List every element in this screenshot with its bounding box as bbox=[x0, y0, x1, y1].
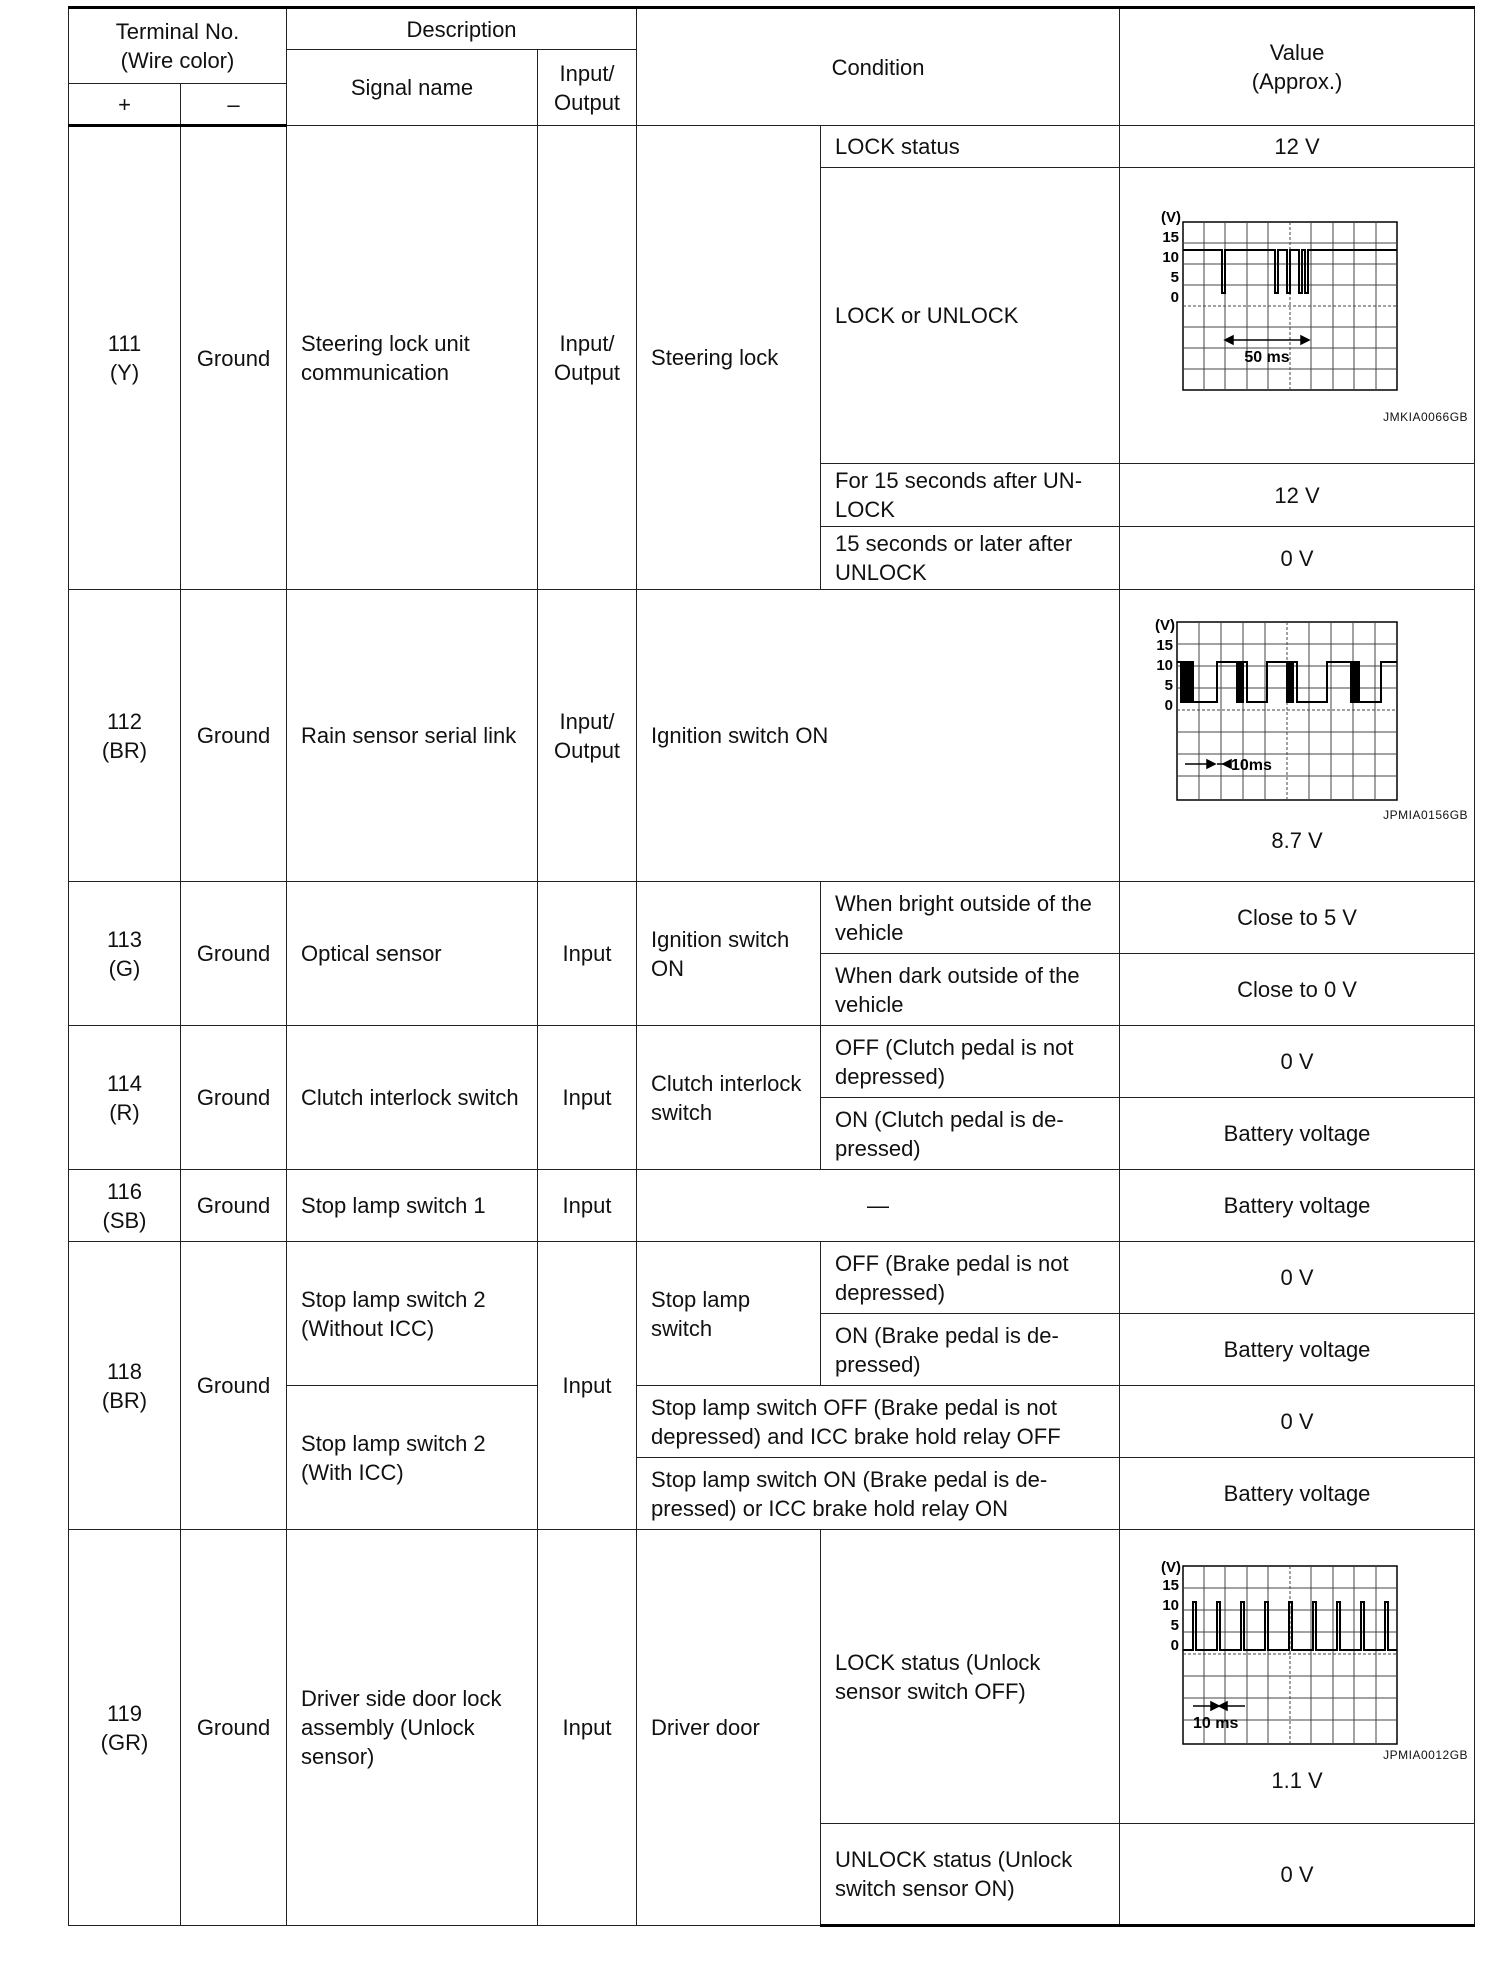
condition-114: Clutch interlock switch bbox=[637, 1026, 821, 1170]
terminal-113: 113 (G) bbox=[69, 882, 181, 1026]
value-116: Battery voltage bbox=[1120, 1170, 1475, 1242]
io-111: Input/ Output bbox=[538, 126, 637, 590]
subcondition-118-icc-on: Stop lamp switch ON (Brake pedal is de-pressed) or ICC brake hold relay ON bbox=[637, 1458, 1120, 1530]
svg-text:10: 10 bbox=[1162, 248, 1180, 266]
svg-text:(V): (V) bbox=[1161, 208, 1182, 226]
header-minus: – bbox=[181, 84, 287, 126]
terminal-116: 116 (SB) bbox=[69, 1170, 181, 1242]
signal-112: Rain sensor serial link bbox=[287, 590, 538, 882]
value-111-lock: 12 V bbox=[1120, 126, 1475, 168]
subcondition-114-off: OFF (Clutch pedal is not depressed) bbox=[821, 1026, 1120, 1098]
waveform-119 bbox=[1127, 1558, 1467, 1746]
io-118: Input bbox=[538, 1242, 637, 1530]
subcondition-118-icc-off: Stop lamp switch OFF (Brake pedal is not depressed) and ICC brake hold relay OFF bbox=[637, 1386, 1120, 1458]
terminal-111: 111 (Y) bbox=[69, 126, 181, 590]
signal-114: Clutch interlock switch bbox=[287, 1026, 538, 1170]
condition-116: — bbox=[637, 1170, 1120, 1242]
value-114-off: 0 V bbox=[1120, 1026, 1475, 1098]
subcondition-113-dark: When dark outside of the vehicle bbox=[821, 954, 1120, 1026]
subcondition-119-unlock: UNLOCK status (Unlock switch sensor ON) bbox=[821, 1824, 1120, 1926]
condition-111: Steering lock bbox=[637, 126, 821, 590]
svg-text:15: 15 bbox=[1162, 228, 1180, 246]
value-119-lock: 1.1 V bbox=[1271, 1768, 1323, 1793]
ground-112: Ground bbox=[181, 590, 287, 882]
signal-118-with-icc: Stop lamp switch 2 (With ICC) bbox=[287, 1386, 538, 1530]
value-118-icc-off: 0 V bbox=[1120, 1386, 1475, 1458]
subcondition-118-off: OFF (Brake pedal is not depressed) bbox=[821, 1242, 1120, 1314]
subcondition-111-lock-unlock: LOCK or UNLOCK bbox=[821, 168, 1120, 464]
signal-119: Driver side door lock assembly (Unlock sensor) bbox=[287, 1530, 538, 1926]
svg-text:0: 0 bbox=[1164, 697, 1174, 714]
value-119-waveform: (V) 15 10 5 0 10 ms JPMIA0012GB 1.1 V bbox=[1120, 1530, 1475, 1824]
svg-text:10: 10 bbox=[1156, 657, 1174, 674]
ground-119: Ground bbox=[181, 1530, 287, 1926]
header-value: Value (Approx.) bbox=[1120, 8, 1475, 126]
ground-114: Ground bbox=[181, 1026, 287, 1170]
header-terminal-no: Terminal No. (Wire color) bbox=[69, 8, 287, 84]
ground-118: Ground bbox=[181, 1242, 287, 1530]
condition-112: Ignition switch ON bbox=[637, 590, 1120, 882]
value-114-on: Battery voltage bbox=[1120, 1098, 1475, 1170]
subcondition-119-lock: LOCK status (Unlock sensor switch OFF) bbox=[821, 1530, 1120, 1824]
svg-text:5: 5 bbox=[1164, 677, 1174, 694]
io-113: Input bbox=[538, 882, 637, 1026]
value-113-dark: Close to 0 V bbox=[1120, 954, 1475, 1026]
ground-111: Ground bbox=[181, 126, 287, 590]
svg-text:15: 15 bbox=[1156, 637, 1174, 654]
value-118-off: 0 V bbox=[1120, 1242, 1475, 1314]
signal-118-without-icc: Stop lamp switch 2 (Without ICC) bbox=[287, 1242, 538, 1386]
value-118-on: Battery voltage bbox=[1120, 1314, 1475, 1386]
svg-text:0: 0 bbox=[1170, 1637, 1180, 1654]
header-plus: + bbox=[69, 84, 181, 126]
signal-116: Stop lamp switch 1 bbox=[287, 1170, 538, 1242]
header-input-output: Input/ Output bbox=[538, 50, 637, 126]
subcondition-113-bright: When bright outside of the vehicle bbox=[821, 882, 1120, 954]
ground-113: Ground bbox=[181, 882, 287, 1026]
io-119: Input bbox=[538, 1530, 637, 1926]
value-113-bright: Close to 5 V bbox=[1120, 882, 1475, 954]
value-111-later: 0 V bbox=[1120, 527, 1475, 590]
condition-119: Driver door bbox=[637, 1530, 821, 1926]
io-114: Input bbox=[538, 1026, 637, 1170]
condition-113: Ignition switch ON bbox=[637, 882, 821, 1026]
condition-118: Stop lamp switch bbox=[637, 1242, 821, 1386]
header-signal-name: Signal name bbox=[287, 50, 538, 126]
ground-116: Ground bbox=[181, 1170, 287, 1242]
terminal-114: 114 (R) bbox=[69, 1026, 181, 1170]
svg-text:10ms: 10ms bbox=[1231, 757, 1272, 774]
subcondition-114-on: ON (Clutch pedal is de-pressed) bbox=[821, 1098, 1120, 1170]
svg-text:0: 0 bbox=[1170, 288, 1180, 306]
subcondition-111-after-unlock: For 15 seconds after UN-LOCK bbox=[821, 464, 1120, 527]
header-description: Description bbox=[287, 8, 637, 50]
svg-text:(V): (V) bbox=[1161, 1559, 1182, 1576]
signal-113: Optical sensor bbox=[287, 882, 538, 1026]
value-112: 8.7 V bbox=[1271, 828, 1323, 853]
svg-text:5: 5 bbox=[1170, 1617, 1180, 1634]
subcondition-111-later: 15 seconds or later after UNLOCK bbox=[821, 527, 1120, 590]
svg-text:5: 5 bbox=[1170, 268, 1180, 286]
terminal-118: 118 (BR) bbox=[69, 1242, 181, 1530]
waveform-112 bbox=[1127, 616, 1467, 806]
value-119-unlock: 0 V bbox=[1120, 1824, 1475, 1926]
value-111-waveform: (V) 15 10 5 0 50 ms JMKIA0066GB bbox=[1120, 168, 1475, 464]
value-118-icc-on: Battery voltage bbox=[1120, 1458, 1475, 1530]
signal-111: Steering lock unit communication bbox=[287, 126, 538, 590]
svg-text:10: 10 bbox=[1162, 1597, 1180, 1614]
io-116: Input bbox=[538, 1170, 637, 1242]
header-condition: Condition bbox=[637, 8, 1120, 126]
value-112-waveform: (V) 15 10 5 0 10ms JPMIA0156GB 8.7 V bbox=[1120, 590, 1475, 882]
waveform-111 bbox=[1127, 208, 1467, 408]
subcondition-118-on: ON (Brake pedal is de-pressed) bbox=[821, 1314, 1120, 1386]
value-111-after-unlock: 12 V bbox=[1120, 464, 1475, 527]
io-112: Input/ Output bbox=[538, 590, 637, 882]
svg-text:(V): (V) bbox=[1155, 617, 1176, 634]
terminal-119: 119 (GR) bbox=[69, 1530, 181, 1926]
terminal-112: 112 (BR) bbox=[69, 590, 181, 882]
svg-text:10 ms: 10 ms bbox=[1193, 1715, 1239, 1732]
subcondition-111-lock: LOCK status bbox=[821, 126, 1120, 168]
svg-text:50 ms: 50 ms bbox=[1244, 348, 1290, 366]
svg-text:15: 15 bbox=[1162, 1577, 1180, 1594]
terminal-spec-table bbox=[68, 6, 1475, 1927]
